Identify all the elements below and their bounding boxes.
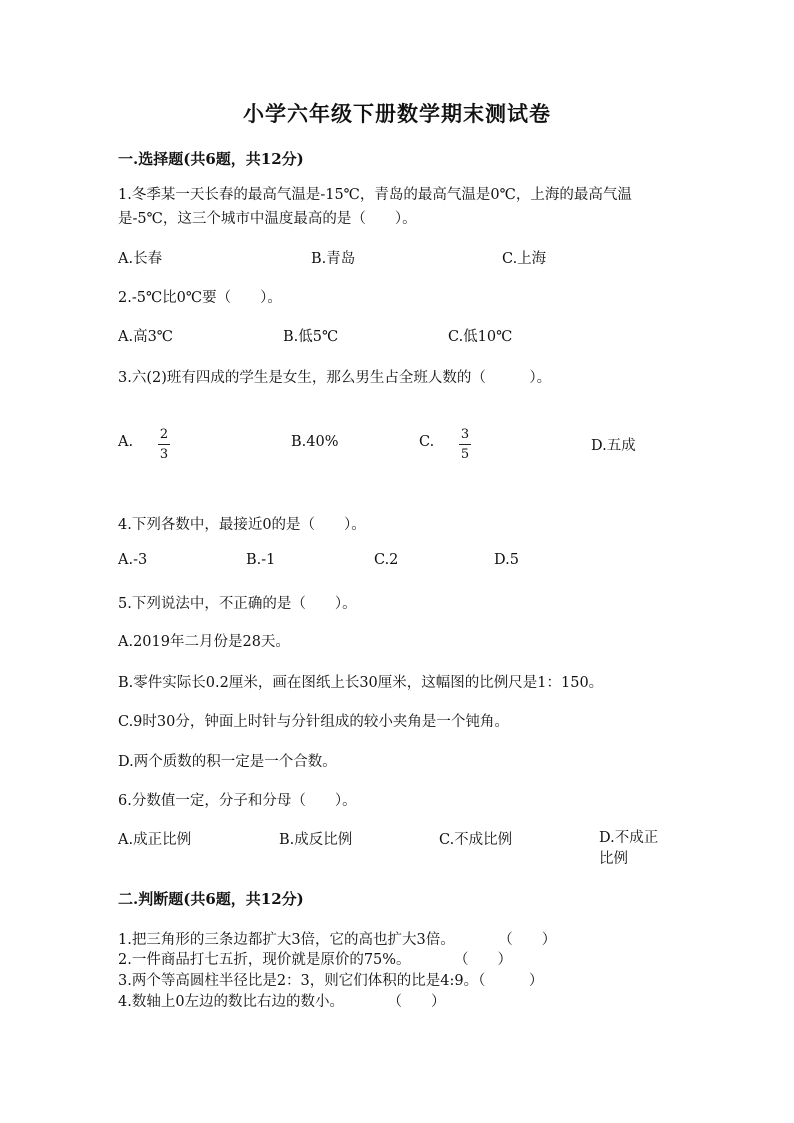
question-6-stem: 6.分数值一定，分子和分母（ ）。 <box>118 793 357 809</box>
q5-option-a: A.2019年二月份是28天。 <box>118 634 290 650</box>
judgement-item-1: 1.把三角形的三条边都扩大3倍，它的高也扩大3倍。 （ ） <box>118 932 557 948</box>
judgement-item-3: 3.两个等高圆柱半径比是2：3，则它们体积的比是4:9。（ ） <box>118 973 544 989</box>
fraction-bar <box>158 444 170 445</box>
section-heading-choice: 一.选择题(共6题，共12分) <box>118 150 304 168</box>
judgement-item-4: 4.数轴上0左边的数比右边的数小。 （ ） <box>118 994 446 1010</box>
judgement-item-2: 2.一件商品打七五折，现价就是原价的75%。 （ ） <box>118 952 513 968</box>
fraction-denominator: 5 <box>460 447 470 462</box>
q5-option-b: B.零件实际长0.2厘米，画在图纸上长30厘米，这幅图的比例尺是1：150。 <box>118 675 604 691</box>
q4-option-a: A.-3 <box>118 552 148 568</box>
fraction-bar <box>459 444 471 445</box>
q3-option-b: B.40% <box>291 434 339 450</box>
question-5-stem: 5.下列说法中，不正确的是（ ）。 <box>118 596 357 612</box>
section-heading-judgement: 二.判断题(共6题，共12分) <box>118 890 304 908</box>
page-title: 小学六年级下册数学期末测试卷 <box>243 101 551 126</box>
q2-option-a: A.高3℃ <box>118 329 174 345</box>
q2-option-c: C.低10℃ <box>448 329 513 345</box>
question-2-stem: 2.-5℃比0℃要（ ）。 <box>118 290 282 306</box>
q5-option-c: C.9时30分，钟面上时针与分针组成的较小夹角是一个钝角。 <box>118 714 509 730</box>
q3-option-a-fraction <box>158 427 170 462</box>
question-3-stem: 3.六(2)班有四成的学生是女生，那么男生占全班人数的（ ）。 <box>118 370 552 386</box>
question-4-stem: 4.下列各数中，最接近0的是（ ）。 <box>118 517 366 533</box>
q6-option-b: B.成反比例 <box>279 832 353 848</box>
q5-option-d: D.两个质数的积一定是一个合数。 <box>118 754 337 770</box>
q6-option-a: A.成正比例 <box>118 832 192 848</box>
q6-option-c: C.不成比例 <box>439 832 513 848</box>
q4-option-b: B.-1 <box>246 552 276 568</box>
q1-option-a: A.长春 <box>118 251 163 267</box>
fraction-numerator: 2 <box>159 427 169 442</box>
q3-option-d: D.五成 <box>591 438 636 454</box>
q1-option-b: B.青岛 <box>311 251 356 267</box>
question-1-stem: 1.冬季某一天长春的最高气温是-15℃，青岛的最高气温是0℃，上海的最高气温是-5℃，这三个城市中温度最高的是（ ）。 <box>118 187 632 227</box>
q3-option-c-label: C. <box>419 434 435 450</box>
q6-option-d: D.不成正比例 <box>599 830 659 867</box>
q2-option-b: B.低5℃ <box>283 329 339 345</box>
q4-option-d: D.5 <box>494 552 519 568</box>
q3-option-a-label: A. <box>118 434 134 450</box>
q1-option-c: C.上海 <box>502 251 547 267</box>
q3-option-c-fraction <box>459 427 471 462</box>
q4-option-c: C.2 <box>374 552 399 568</box>
fraction-denominator: 3 <box>159 447 169 462</box>
fraction-numerator: 3 <box>460 427 470 442</box>
